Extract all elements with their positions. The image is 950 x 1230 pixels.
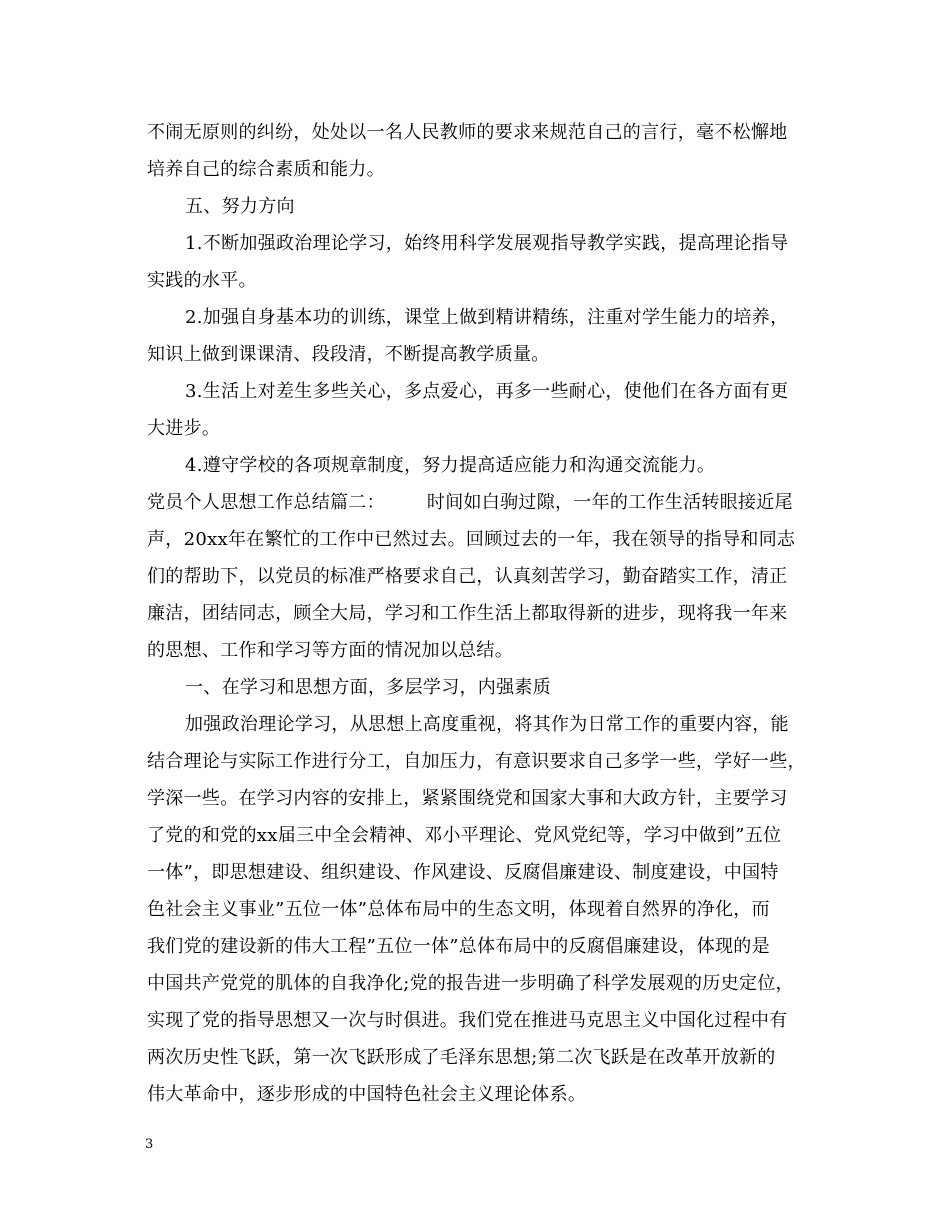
article-title: 党员个人思想工作总结篇二： <box>147 492 385 513</box>
page-number: 3 <box>145 1137 154 1152</box>
text-line: 声，20xx年在繁忙的工作中已然过去。回顾过去的一年，我在领导的指导和同志 <box>147 529 796 550</box>
section-heading: 五、努力方向 <box>185 196 295 217</box>
text-line: 我们党的建设新的伟大工程”五位一体”总体布局中的反腐倡廉建设，体现的是 <box>147 936 770 957</box>
text-line: 一体”，即思想建设、组织建设、作风建设、反腐倡廉建设、制度建设，中国特 <box>147 862 779 883</box>
text-line: 中国共产党党的肌体的自我净化;党的报告进一步明确了科学发展观的历史定位， <box>147 973 794 994</box>
text-line: 两次历史性飞跃，第一次飞跃形成了毛泽东思想;第二次飞跃是在改革开放新的 <box>147 1047 776 1068</box>
text-line: 大进步。 <box>147 418 221 439</box>
text-line: 学深一些。在学习内容的安排上，紧紧围绕党和国家大事和大政方针，主要学习 <box>147 788 788 809</box>
text-line: 2.加强自身基本功的训练，课堂上做到精讲精练，注重对学生能力的培养， <box>185 307 789 328</box>
article-title-line <box>147 490 793 516</box>
section-heading: 一、在学习和思想方面，多层学习，内强素质 <box>185 677 551 698</box>
text-line: 色社会主义事业”五位一体”总体布局中的生态文明，体现着自然界的净化，而 <box>147 899 770 920</box>
text-line: 们的帮助下，以党员的标准严格要求自己，认真刻苦学习，勤奋踏实工作，清正 <box>147 566 788 587</box>
text-line: 加强政治理论学习，从思想上高度重视，将其作为日常工作的重要内容，能 <box>185 714 789 735</box>
text-line: 不闹无原则的纠纷，处处以一名人民教师的要求来规范自己的言行，毫不松懈地 <box>147 122 788 143</box>
text-line: 知识上做到课课清、段段清，不断提高教学质量。 <box>147 344 550 365</box>
text-line: 伟大革命中，逐步形成的中国特色社会主义理论体系。 <box>147 1084 587 1105</box>
text-line: 的思想、工作和学习等方面的情况加以总结。 <box>147 640 513 661</box>
text-line: 实践的水平。 <box>147 270 257 291</box>
text-line: 3.生活上对差生多些关心，多点爱心，再多一些耐心，使他们在各方面有更 <box>185 381 789 402</box>
text-line: 实现了党的指导思想又一次与时俱进。我们党在推进马克思主义中国化过程中有 <box>147 1010 788 1031</box>
text-line: 1.不断加强政治理论学习，始终用科学发展观指导教学实践，提高理论指导 <box>185 233 789 254</box>
text-line: 了党的和党的xx届三中全会精神、邓小平理论、党风党纪等，学习中做到”五位 <box>147 825 782 846</box>
text-line: 廉洁，团结同志，顾全大局，学习和工作生活上都取得新的进步，现将我一年来 <box>147 603 788 624</box>
text-line: 时间如白驹过隙，一年的工作生活转眼接近尾 <box>426 492 793 513</box>
text-line: 培养自己的综合素质和能力。 <box>147 159 385 180</box>
text-line: 结合理论与实际工作进行分工，自加压力，有意识要求自己多学一些，学好一些， <box>147 751 806 772</box>
text-line: 4.遵守学校的各项规章制度，努力提高适应能力和沟通交流能力。 <box>185 455 716 476</box>
